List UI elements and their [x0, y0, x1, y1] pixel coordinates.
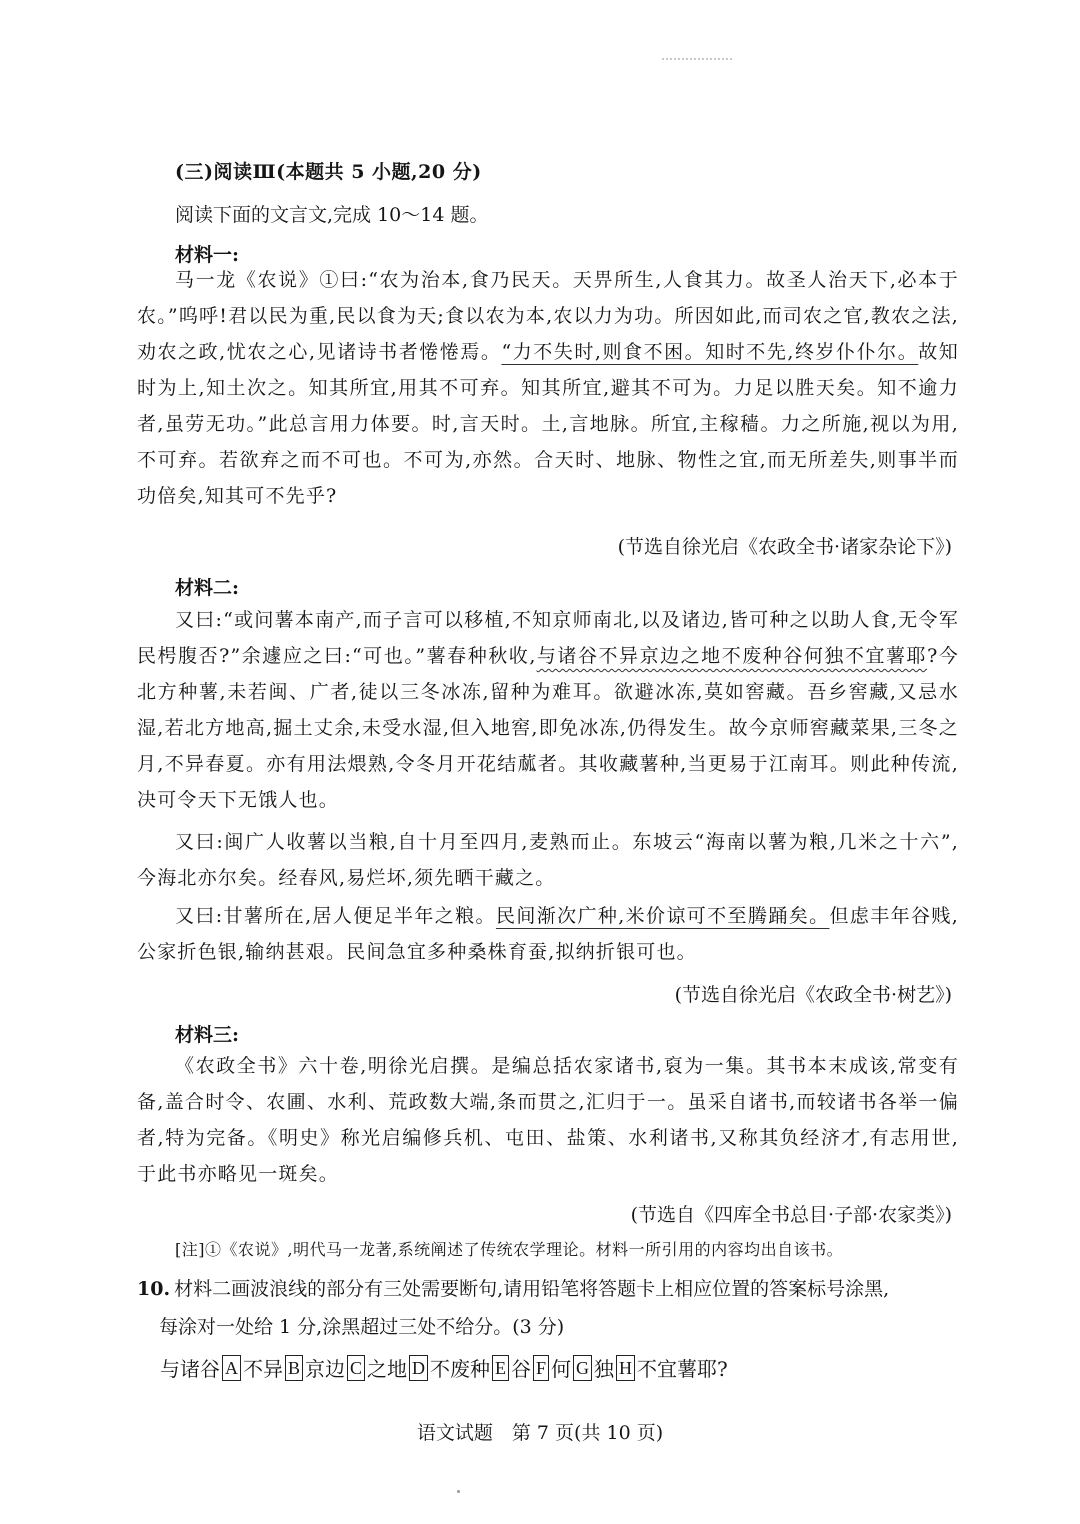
option-box-g[interactable]: G	[573, 1355, 592, 1381]
material1-text-b: 故知时为上,知土次之。知其所宜,用其不可弃。知其所宜,避其不可为。力足以胜天矣。知不逾力者,虽劳无功。”此总言用力体要。时,言天时。土,言地脉。所宜,主稼穑。力之所施,视以为用,不可弃。若欲弃之而不可也。不可为,亦然。合天时、地脉、物性之宜,而无所差失,则事半而功倍矣,知其可不先乎?	[137, 341, 959, 507]
option-box-d[interactable]: D	[409, 1355, 428, 1381]
segment: 不异	[243, 1357, 283, 1381]
page-footer: 语文试题 第 7 页(共 10 页)	[416, 1422, 664, 1444]
segment: 谷	[511, 1357, 532, 1381]
segment: 京边	[305, 1357, 346, 1381]
section-title: (三)阅读Ⅲ(本题共 5 小题,20 分)	[175, 161, 482, 183]
scan-dot	[457, 1490, 460, 1493]
material2-source: (节选自徐光启《农政全书·树艺》)	[674, 984, 952, 1006]
material2-paragraph-1	[137, 602, 959, 818]
question-number: 10.	[137, 1278, 171, 1300]
material3-heading: 材料三:	[175, 1024, 240, 1046]
answer-options	[160, 1353, 728, 1382]
segment: 何	[551, 1357, 572, 1381]
segment: 独	[594, 1357, 615, 1381]
material1-text-a: 马一龙《农说》①曰:“农为治本,食乃民天。天畀所生,人食其力。故圣人治天下,必本于农。”呜呼!君以民为重,民以食为天;食以农为本,农以力为功。所因如此,而司农之官,教农之法,劝农之政,忧农之心,见诸诗书者惓惓焉。	[137, 269, 959, 363]
segment: 之地	[367, 1357, 408, 1381]
material1-text	[137, 262, 959, 514]
material1-underlined: “力不失时,则食不困。知时不先,终岁仆仆尔。	[501, 341, 919, 363]
material1-heading: 材料一:	[175, 244, 240, 266]
material2-p1-b: ?今北方种薯,未若闽、广者,徒以三冬冰冻,留种为难耳。欲避冰冻,莫如窖藏。吾乡窖藏,又忌水湿,若北方地高,掘土丈余,未受水湿,但入地窖,即免冰冻,仍得发生。故今京师窖藏菜果,三冬之月,不异春夏。亦有用法煨熟,令冬月开花结蓏者。其收藏薯种,当更易于江南耳。则此种传流,决可令天下无饿人也。	[137, 645, 959, 811]
footnote: [注]①《农说》,明代马一龙著,系统阐述了传统农学理论。材料一所引用的内容均出自该书。	[175, 1240, 844, 1259]
option-box-c[interactable]: C	[347, 1355, 365, 1381]
material3-text: 《农政全书》六十卷,明徐光启撰。是编总括农家诸书,裒为一集。其书本末成该,常变有备,盖合时令、农圃、水利、荒政数大端,条而贯之,汇归于一。虽采自诸书,而较诸书各举一偏者,特为完备。《明史》称光启编修兵机、屯田、盐策、水利诸书,又称其负经济才,有志用世,于此书亦略见一斑矣。	[137, 1055, 959, 1185]
material2-heading: 材料二:	[175, 577, 240, 599]
option-box-a[interactable]: A	[222, 1355, 241, 1381]
material2-p3-a: 又曰:甘薯所在,居人便足半年之粮。	[175, 905, 496, 927]
header-mark	[662, 58, 732, 70]
section-instruction: 阅读下面的文言文,完成 10～14 题。	[175, 204, 489, 226]
question-line-2: 每涂对一处给 1 分,涂黑超过三处不给分。(3 分)	[159, 1316, 565, 1338]
material2-wavy-text: 与诸谷不异京边之地不废种谷何独不宜薯耶	[536, 645, 928, 667]
option-box-b[interactable]: B	[285, 1355, 303, 1381]
material2-paragraph-3	[137, 898, 959, 970]
material1-source: (节选自徐光启《农政全书·诸家杂论下》)	[617, 536, 952, 558]
material2-p3-b: 但虑丰年谷贱,公家折色银,输纳甚艰。民间急宜多种桑株育蚕,拟纳折银可也。	[137, 905, 959, 963]
option-box-h[interactable]: H	[616, 1355, 635, 1381]
material2-underlined: 民间渐次广种,米价谅可不至腾踊矣。	[495, 905, 830, 927]
option-box-e[interactable]: E	[492, 1355, 509, 1381]
question-10	[137, 1270, 957, 1346]
question-line-1: 材料二画波浪线的部分有三处需要断句,请用铅笔将答题卡上相应位置的答案标号涂黑,	[174, 1278, 890, 1300]
option-box-f[interactable]: F	[533, 1355, 549, 1381]
segment: 与诸谷	[160, 1357, 220, 1381]
segment: 不废种	[430, 1357, 491, 1381]
material2-p1-a: 又曰:“或问薯本南产,而子言可以移植,不知京师南北,以及诸边,皆可种之以助人食,无令军民枵腹否?”余遽应之曰:“可也。”薯春种秋收,	[137, 609, 959, 667]
segment: 不宜薯耶?	[637, 1357, 728, 1381]
material2-paragraph-2: 又曰:闽广人收薯以当粮,自十月至四月,麦熟而止。东坡云“海南以薯为粮,几米之十六”,今海北亦尔矣。经春风,易烂坏,须先晒干藏之。	[137, 831, 959, 889]
material3-source: (节选自《四库全书总目·子部·农家类》)	[630, 1204, 952, 1226]
